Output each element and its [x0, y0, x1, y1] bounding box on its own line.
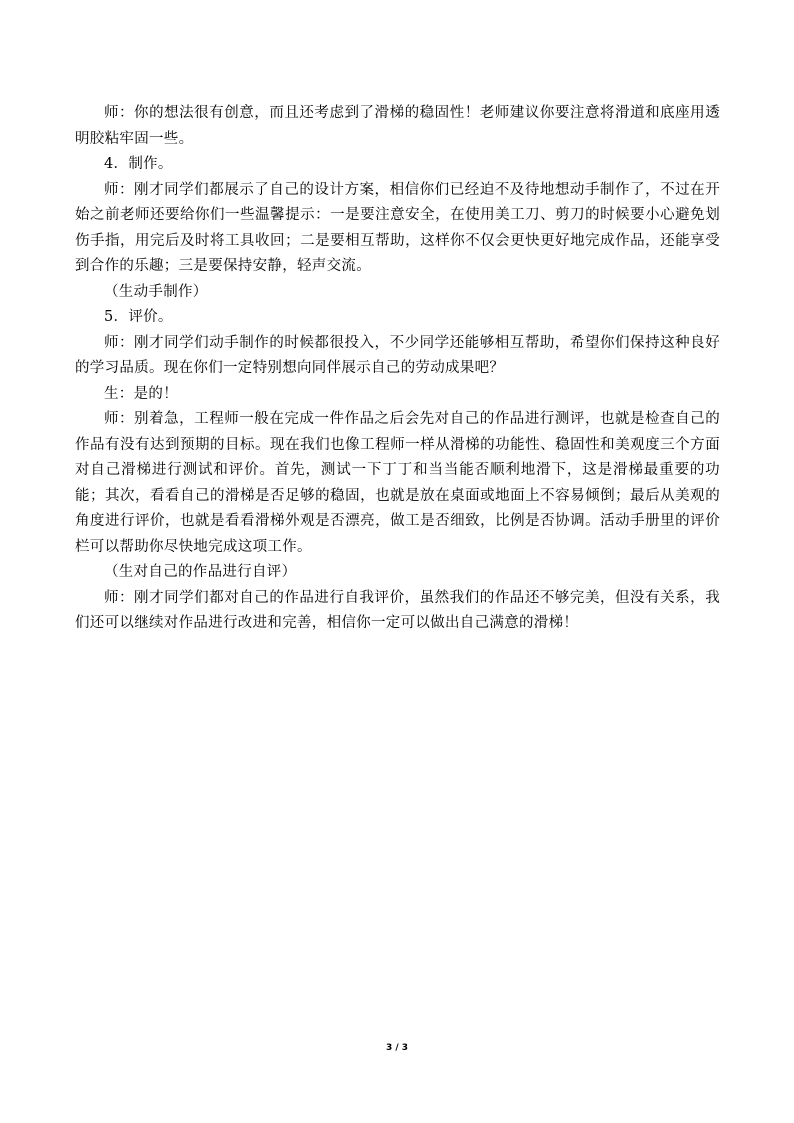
document-body	[75, 101, 720, 637]
paragraph-teacher-praise: 师：你的想法很有创意，而且还考虑到了滑梯的稳固性！老师建议你要注意将滑道和底座用透明胶粘牢固一些。	[75, 105, 720, 147]
stage-direction-making: （生动手制作）	[104, 283, 208, 300]
page-number: 3 / 3	[385, 1043, 409, 1053]
stage-direction-self-evaluation: （生对自己的作品进行自评）	[104, 564, 297, 580]
section-heading-evaluation: 5．评价。	[104, 309, 173, 325]
paragraph-teacher-showcase: 师：刚才同学们动手制作的时候都很投入，不少同学还能够相互帮助，希望你们保持这种良好的学习品质。现在你们一定特别想向同伴展示自己的劳动成果吧？	[75, 334, 720, 376]
paragraph-teacher-tips: 师：刚才同学们都展示了自己的设计方案，相信你们已经迫不及待地想动手制作了，不过在开始之前老师还要给你们一些温馨提示：一是要注意安全，在使用美工刀、剪刀的时候要小心避免划伤手指，用完后及时将工具收回；二是要相互帮助，这样你不仅会更快更好地完成作品，还能享受到合作的乐趣；三是要保持安静，轻声交流。	[75, 181, 720, 274]
paragraph-teacher-evaluation: 师：别着急，工程师一般在完成一件作品之后会先对自己的作品进行测评，也就是检查自己的作品有没有达到预期的目标。现在我们也像工程师一样从滑梯的功能性、稳固性和美观度三个方面对自己滑梯进行测试和评价。首先，测试一下丁丁和当当能否顺利地滑下，这是滑梯最重要的功能；其次，看看自己的滑梯是否足够的稳固，也就是放在桌面或地面上不容易倾倒；最后从美观的角度进行评价，也就是看看滑梯外观是否漂亮，做工是否细致，比例是否协调。活动手册里的评价栏可以帮助你尽快地完成这项工作。	[75, 411, 720, 555]
section-heading-making: 4．制作。	[104, 156, 173, 172]
paragraph-student-reply: 生：是的！	[104, 385, 178, 402]
paragraph-teacher-closing: 师：刚才同学们都对自己的作品进行自我评价，虽然我们的作品还不够完美，但没有关系，我们还可以继续对作品进行改进和完善，相信你一定可以做出自己满意的滑梯！	[75, 589, 720, 631]
